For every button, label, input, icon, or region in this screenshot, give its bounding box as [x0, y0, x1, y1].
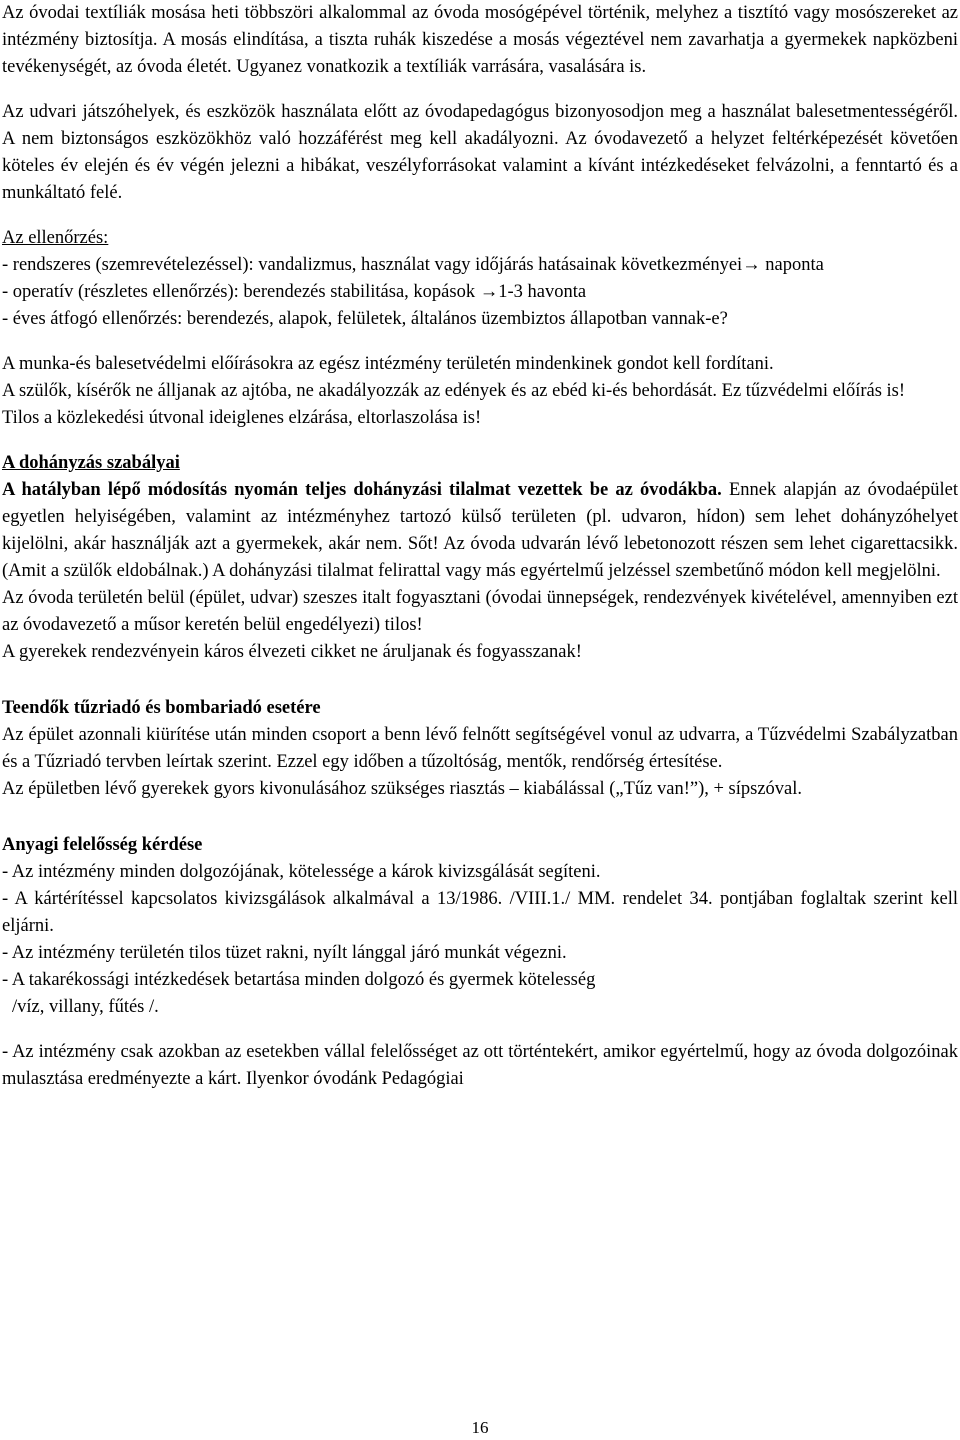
- heading-liability: Anyagi felelősség kérdése: [2, 835, 203, 855]
- fire-paragraph: Az épületben lévő gyerekek gyors kivonulásához szükséges riasztás – kiabálással („Tűz van!”), + sípszóval.: [2, 779, 803, 799]
- heading-fire-alarm: Teendők tűzriadó és bombariadó esetére: [2, 698, 321, 718]
- playground-sentence-3: Az óvodavezető a helyzet feltérképezését követően köteles év elején és év végén jelezni a hibákat, veszélyforrásokat valamint a kívánt intézkedéseket felvázolni, a fenntartó és a munkáltató felé.: [2, 129, 958, 203]
- safety-paragraph: Tilos a közlekedési útvonal ideiglenes elzárása, eltorlaszolása is!: [2, 408, 482, 428]
- liability-item: - A kártérítéssel kapcsolatos kivizsgálások alkalmával a 13/1986. /VIII.1./ MM. rendelet 34. pontjában foglaltak szerint kell eljárni.: [2, 889, 958, 936]
- playground-sentence-1: Az udvari játszóhelyek, és eszközök használata előtt az óvodapedagógus bizonyosodjon meg a használat balesetmentességéről.: [2, 102, 958, 122]
- liability-last-paragraph: - Az intézmény csak azokban az esetekben vállal felelősséget az ott történtekért, amikor egyértelmű, hogy az óvoda dolgozóinak mulasztása eredményezte a kárt. Ilyenkor óvodánk Pedagógiai: [2, 1042, 958, 1089]
- control-item: - operatív (részletes ellenőrzés): berendezés stabilitása, kopások →1-3 havonta: [2, 282, 587, 302]
- liability-item: - Az intézmény területén tilos tüzet rakni, nyílt lánggal járó munkát végezni.: [2, 943, 567, 963]
- paragraph-playground: [2, 99, 958, 207]
- liability-item: /víz, villany, fűtés /.: [12, 997, 159, 1017]
- liability-item: - A takarékossági intézkedések betartása minden dolgozó és gyermek kötelesség: [2, 970, 596, 990]
- smoking-paragraph: [2, 477, 958, 585]
- heading-control: Az ellenőrzés:: [2, 228, 109, 248]
- control-item: - rendszeres (szemrevételezéssel): vandalizmus, használat vagy időjárás hatásainak következményei→ naponta: [2, 255, 824, 275]
- heading-smoking: A dohányzás szabályai: [2, 453, 180, 473]
- control-item: - éves átfogó ellenőrzés: berendezés, alapok, felületek, általános üzembiztos állapotban vannak-e?: [2, 309, 728, 329]
- playground-sentence-2: A nem biztonságos eszközökhöz való hozzáférést meg kell akadályozni.: [2, 129, 559, 149]
- alcohol-paragraph: Az óvoda területén belül (épület, udvar) szeszes italt fogyasztani (óvodai ünnepségek, rendezvények kivételével, amennyiben ezt az óvodavezető a műsor keretén belül engedélyezi) tilos!: [2, 588, 958, 635]
- paragraph-laundry: Az óvodai textíliák mosása heti többszöri alkalommal az óvoda mosógépével történik, melyhez a tisztító vagy mosószereket az intézmény biztosítja. A mosás elindítása, a tiszta ruhák kiszedése a mosás végeztével nem zavarhatja a gyermekek napközbeni tevékenységét, az óvoda életét. Ugyanez vonatkozik a textíliák varrására, vasalására is.: [2, 3, 958, 77]
- page-number: 16: [471, 1418, 489, 1437]
- safety-paragraph: A munka-és balesetvédelmi előírásokra az egész intézmény területén mindenkinek gondot kell fordítani.: [2, 354, 774, 374]
- events-paragraph: A gyerekek rendezvényein káros élvezeti cikket ne áruljanak és fogyasszanak!: [2, 642, 582, 662]
- liability-item: - Az intézmény minden dolgozójának, kötelessége a károk kivizsgálását segíteni.: [2, 862, 601, 882]
- safety-paragraph: A szülők, kísérők ne álljanak az ajtóba, ne akadályozzák az edények és az ebéd ki-és behordását. Ez tűzvédelmi előírás is!: [2, 381, 906, 401]
- smoking-bold-lead: A hatályban lépő módosítás nyomán teljes dohányzási tilalmat vezettek be az óvodákba.: [2, 480, 722, 500]
- fire-paragraph: Az épület azonnali kiürítése után minden csoport a benn lévő felnőtt segítségével vonul az udvarra, a Tűzvédelmi Szabályzatban és a Tűzriadó tervben leírtak szerint. Ezzel egy időben a tűzoltóság, mentők, rendőrség értesítése.: [2, 725, 958, 772]
- smoking-text: Ennek alapján az óvodaépület egyetlen helyiségében, valamint az intézményhez tartozó külső területen (pl. udvaron, hídon) sem lehet dohányzóhelyet kijelölni, akár használják azt a gyermekek, akár nem. Sőt! Az óvoda udvarán lévő lebetonozott részen sem lehet cigarettacsikk. (Amit a szülők eldobálnak.) A dohányzási tilalmat felirattal vagy más egyértelmű jelzéssel szembetűnő módon kell megjelölni.: [2, 480, 958, 581]
